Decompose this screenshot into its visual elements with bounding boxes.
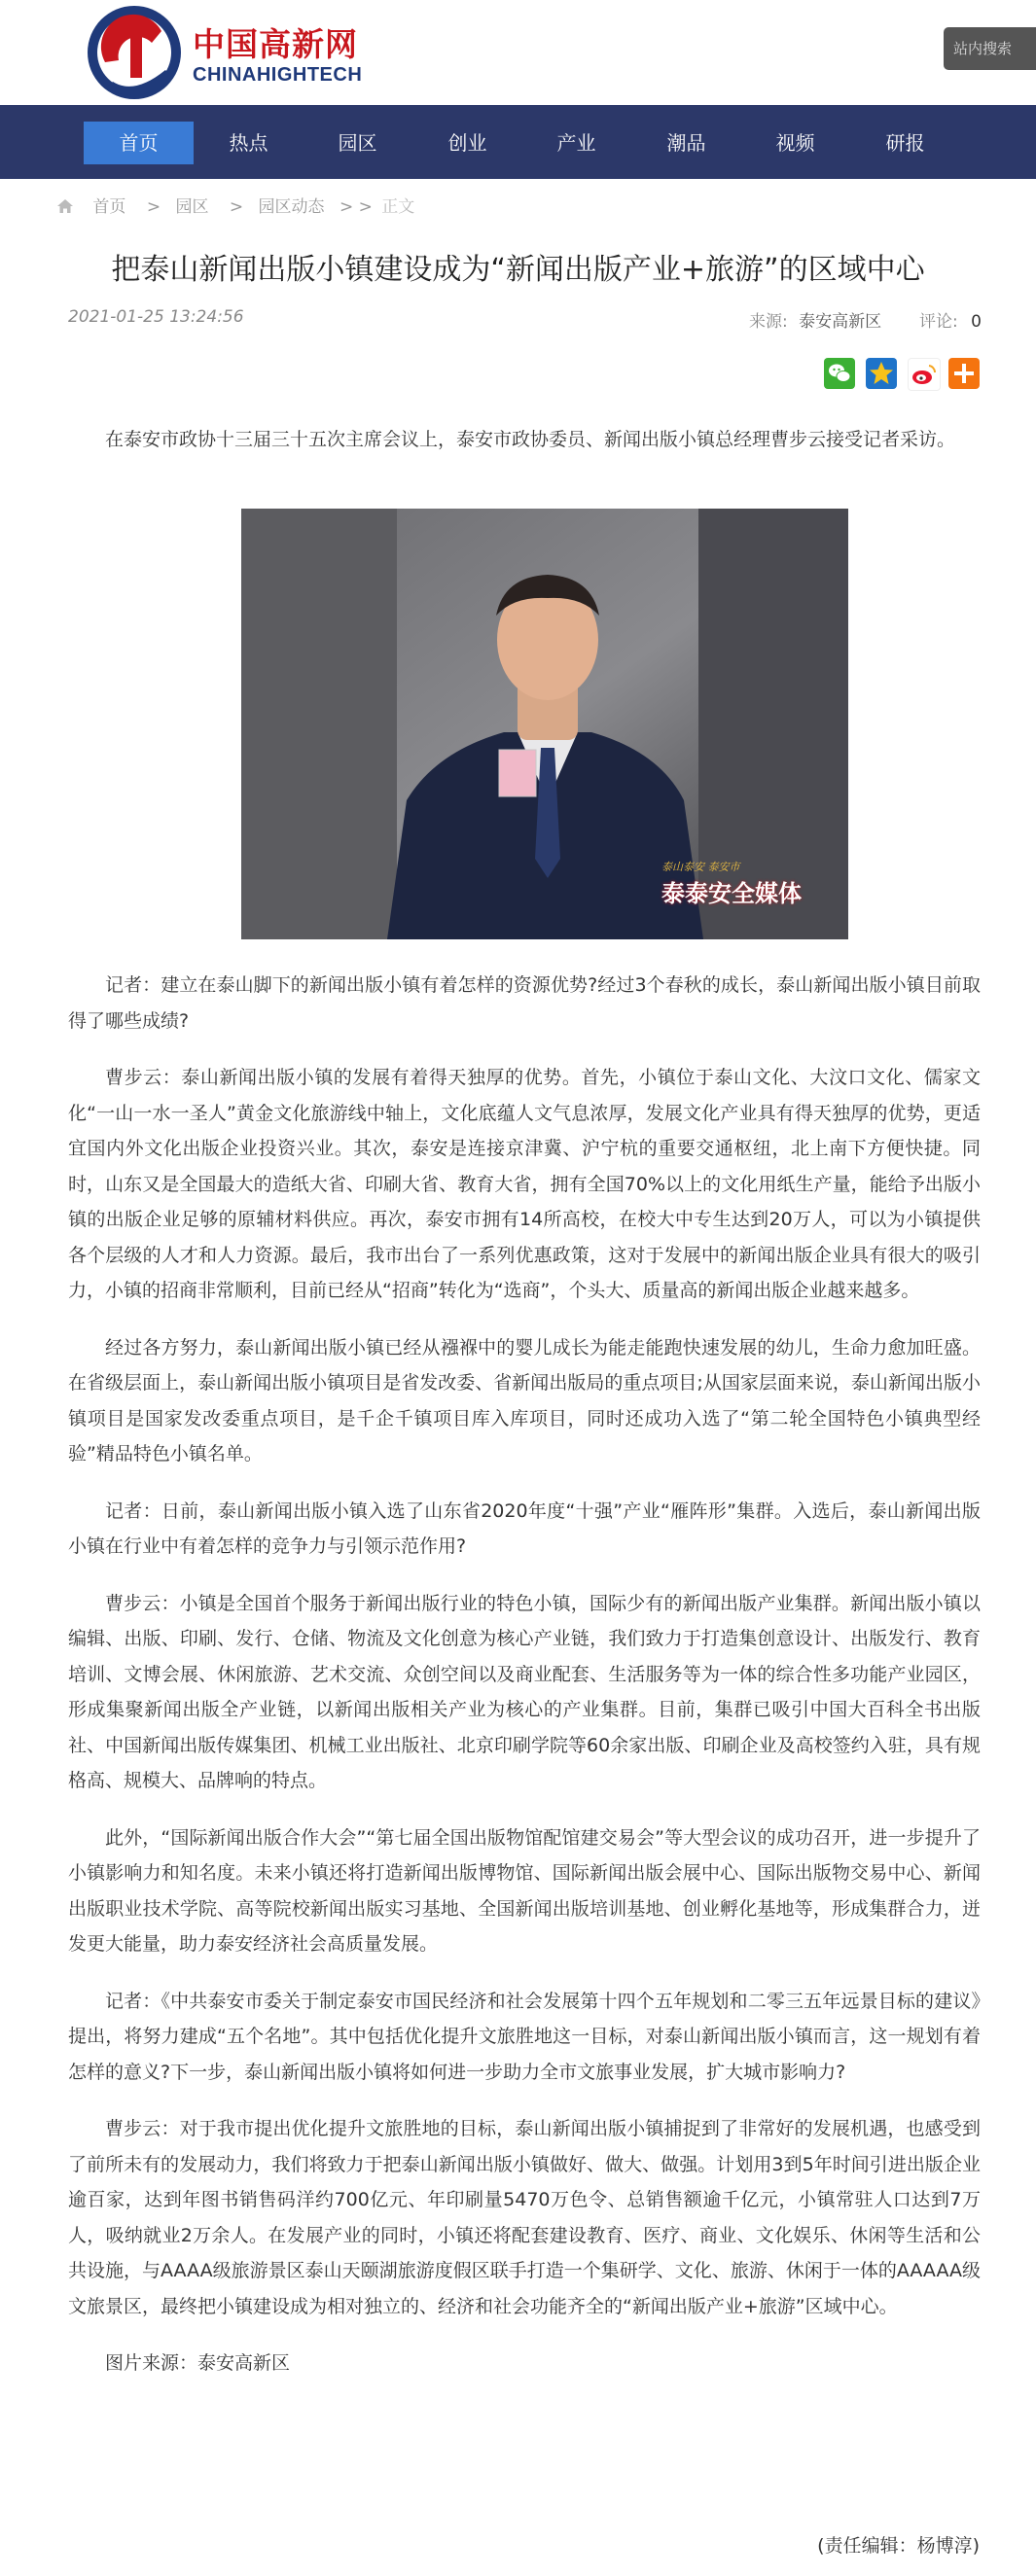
breadcrumb-home[interactable]: 首页 [92,197,126,217]
article-title: 把泰山新闻出版小镇建设成为“新闻出版产业+旅游”的区域中心 [111,253,925,287]
paragraph-8: 记者：《中共泰安市委关于制定泰安市国民经济和社会发展第十四个五年规划和二零三五年远景目标的建议》提出，将努力建成“五个名地”。其中包括优化提升文旅胜地这一目标，对泰山新闻出版小镇而言，这一规划有着怎样的意义?下一步，泰山新闻出版小镇将如何进一步助力全市文旅事业发展，扩大城市影响力? [68,1990,981,2083]
source-label: 来源: [749,312,788,332]
article-date: 2021-01-25 13:24:56 [68,307,244,327]
comment-value: 0 [971,312,982,332]
comment-label: 评论: [919,312,958,332]
source-value: 泰安高新区 [799,312,882,332]
paragraph-4: 经过各方努力，泰山新闻出版小镇已经从襁褓中的婴儿成长为能走能跑快速发展的幼儿，生命力愈加旺盛。在省级层面上，泰山新闻出版小镇项目是省发改委、省新闻出版局的重点项目;从国家层面来说，泰山新闻出版小镇项目是国家发改委重点项目，是千企千镇项目库入库项目，同时还成功入选了“第二轮全国特色小镇典型经验”精品特色小镇名单。 [68,1336,981,1464]
weibo-icon[interactable] [908,358,941,391]
paragraph-9: 曹步云：对于我市提出优化提升文旅胜地的目标，泰山新闻出版小镇捕捉到了非常好的发展机遇，也感受到了前所未有的发展动力，我们将致力于把泰山新闻出版小镇做好、做大、做强。计划用3到5年时间引进出版企业逾百家，达到年图书销售码洋约700亿元、年印刷量5470万色令、总销售额逾千亿元，小镇常驻人口达到7万人，吸纳就业2万余人。在发展产业的同时，小镇还将配套建设教育、医疗、商业、文化娱乐、休闲等生活和公共设施，与AAAA级旅游景区泰山天颐湖旅游度假区联手打造一个集研学、文化、旅游、休闲于一体的AAAAA级文旅景区，最终把小镇建设成为相对独立的、经济和社会功能齐全的“新闻出版产业+旅游”区域中心。 [68,2118,981,2317]
article-paragraph [68,422,981,458]
logo-text-en: CHINAHIGHTECH [193,64,363,86]
more-share-icon[interactable] [948,358,980,389]
nav-item-hot[interactable]: 热点 [229,131,268,155]
qzone-icon[interactable] [866,358,897,389]
paragraph-5: 记者：日前，泰山新闻出版小镇入选了山东省2020年度“十强”产业“雁阵形”集群。入选后，泰山新闻出版小镇在行业中有着怎样的竞争力与引领示范作用? [68,1500,981,1557]
paragraph-7: 此外，“国际新闻出版合作大会”“第七届全国出版物馆配馆建交易会”等大型会议的成功召开，进一步提升了小镇影响力和知名度。未来小镇还将打造新闻出版博物馆、国际新闻出版会展中心、国际出版物交易中心、新闻出版职业技术学院、高等院校新闻出版实习基地、全国新闻出版培训基地、创业孵化基地等，形成集群合力，迸发更大能量，助力泰安经济社会高质量发展。 [68,1826,981,1955]
breadcrumb-sep: > [229,197,244,217]
site-logo[interactable] [84,2,366,101]
responsible-editor: (责任编辑：杨博淳) [817,2535,980,2557]
breadcrumb-sep: > > [339,197,373,217]
article-source [749,307,881,332]
breadcrumb-park[interactable]: 园区 [175,197,209,217]
logo-emblem-icon [84,2,187,101]
paragraph-2: 记者：建立在泰山脚下的新闻出版小镇有着怎样的资源优势?经过3个春秋的成长，泰山新闻出版小镇目前取得了哪些成绩? [68,974,981,1032]
article-photo [241,509,848,939]
photo-source: 图片来源：泰安高新区 [105,2352,291,2374]
breadcrumb [56,193,420,222]
wechat-icon[interactable] [824,358,855,389]
main-nav [0,105,1036,179]
nav-item-park[interactable]: 园区 [338,131,377,155]
logo-text-cn: 中国高新网 [193,25,358,63]
breadcrumb-park-news[interactable]: 园区动态 [258,197,325,217]
breadcrumb-current: 正文 [381,197,415,217]
photo-watermark [661,859,837,908]
photo-watermark-brand: 泰泰安全媒体 [661,880,802,907]
nav-item-video[interactable]: 视频 [775,131,815,155]
paragraph-1: 在泰安市政协十三届三十五次主席会议上，泰安市政协委员、新闻出版小镇总经理曹步云接受记者采访。 [105,429,956,450]
paragraph-6: 曹步云：小镇是全国首个服务于新闻出版行业的特色小镇，国际少有的新闻出版产业集群。新闻出版小镇以编辑、出版、印刷、发行、仓储、物流及文化创意为核心产业链，我们致力于打造集创意设计、出版发行、教育培训、文博会展、休闲旅游、艺术交流、众创空间以及商业配套、生活服务等为一体的综合性多功能产业园区，形成集聚新闻出版全产业链，以新闻出版相关产业为核心的产业集群。目前，集群已吸引中国大百科全书出版社、中国新闻出版传媒集团、机械工业出版社、北京印刷学院等60余家出版、印刷企业及高校签约入驻，具有规格高、规模大、品牌响的特点。 [68,1592,981,1791]
comment-count[interactable] [919,307,982,332]
breadcrumb-sep: > [146,197,161,217]
article-body [68,968,981,2382]
nav-item-home[interactable]: 首页 [84,122,194,164]
nav-item-industry[interactable]: 产业 [556,131,596,155]
photo-watermark-small: 泰山泰安 泰安市 [661,861,740,873]
paragraph-3: 曹步云：泰山新闻出版小镇的发展有着得天独厚的优势。首先，小镇位于泰山文化、大汶口文化、儒家文化“一山一水一圣人”黄金文化旅游线中轴上，文化底蕴人文气息浓厚，发展文化产业具有得天独厚的优势，更适宜国内外文化出版企业投资兴业。其次，泰安是连接京津冀、沪宁杭的重要交通枢纽，北上南下方便快捷。同时，山东又是全国最大的造纸大省、印刷大省、教育大省，拥有全国70%以上的文化用纸生产量，能给予出版小镇的出版企业足够的原辅材料供应。再次，泰安市拥有14所高校，在校大中专生达到20万人，可以为小镇提供各个层级的人才和人力资源。最后，我市出台了一系列优惠政策，这对于发展中的新闻出版企业具有很大的吸引力，小镇的招商非常顺利，目前已经从“招商”转化为“选商”，个头大、质量高的新闻出版企业越来越多。 [68,1067,981,1301]
home-icon [56,198,74,214]
nav-item-startup[interactable]: 创业 [447,131,487,155]
nav-item-trend[interactable]: 潮品 [666,131,706,155]
nav-item-research[interactable]: 研报 [885,131,925,155]
search-input[interactable]: 站内搜索 [944,27,1036,70]
site-header [0,0,1036,105]
